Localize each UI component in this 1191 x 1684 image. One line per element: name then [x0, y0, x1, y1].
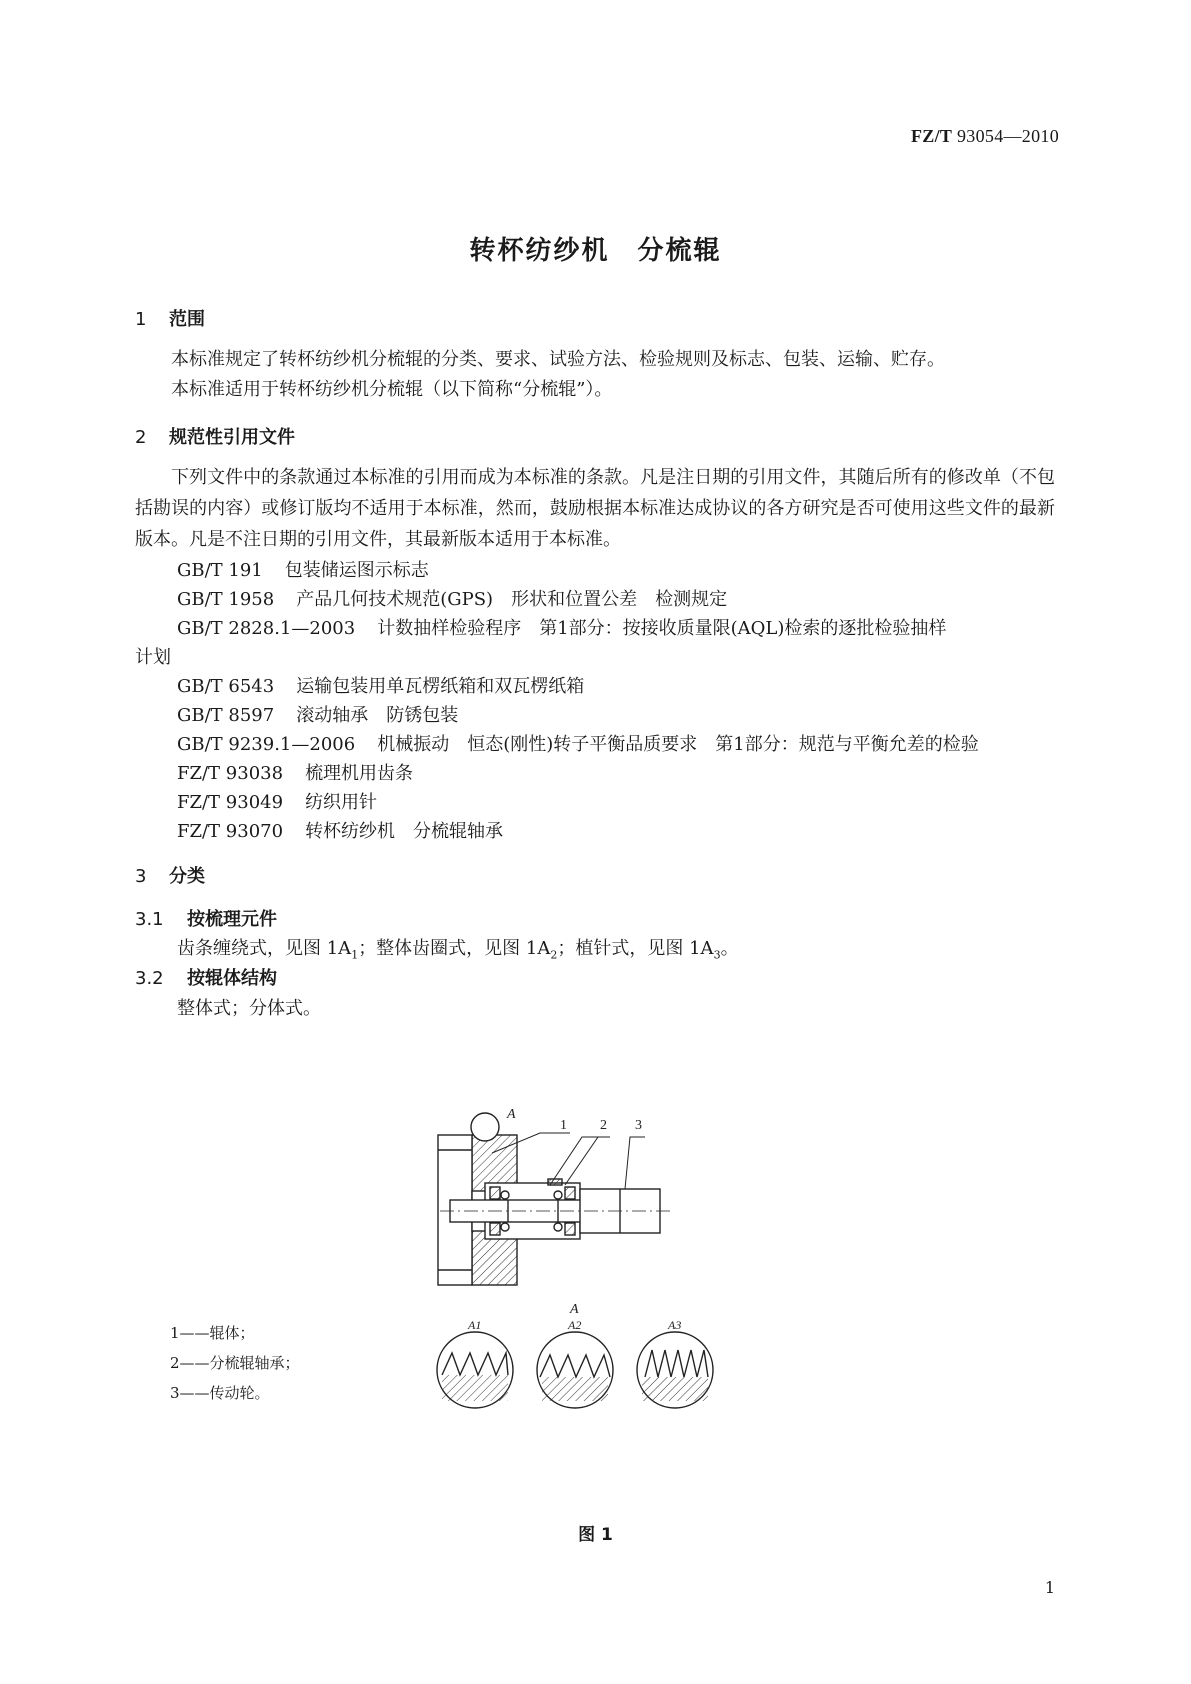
standard-number: FZ/T 93054—2010	[910, 126, 1059, 146]
reference-item: GB/T 8597 滚动轴承 防锈包装	[177, 705, 459, 726]
reference-item: GB/T 191 包装储运图示标志	[177, 560, 429, 581]
svg-text:1: 1	[560, 1118, 567, 1133]
callout-2-leader	[550, 1137, 610, 1185]
svg-text:A2: A2	[568, 1318, 582, 1332]
figure-legend-item: 2——分梳辊轴承；	[170, 1354, 300, 1372]
figure-legend-item: 1——辊体；	[170, 1324, 255, 1342]
section-3-heading: 3 分类	[135, 866, 205, 887]
section-2-intro: 下列文件中的条款通过本标准的引用而成为本标准的条款。凡是注日期的引用文件，其随后所有的修改单（不包括勘误的内容）或修订版均不适用于本标准，然而，鼓励根据本标准达成协议的各方研究是否可使用这些文件的最新版本。凡是不注日期的引用文件，其最新版本适用于本标准。	[135, 467, 1055, 550]
document-title: 转杯纺纱机 分梳辊	[469, 236, 722, 266]
section-3-1-text: 齿条缠绕式，见图 $1A_1$；整体齿圈式，见图 $1A_2$；植针式，见图 $1A_3$。	[177, 938, 739, 962]
reference-item: GB/T 2828.1—2003 计数抽样检验程序 第1部分：按接收质量限(AQL)检索的逐批检验抽样	[177, 618, 947, 639]
section-1-para-2: 本标准适用于转杯纺纱机分梳辊（以下简称“分梳辊”）。	[171, 379, 613, 400]
detail-a-circle	[471, 1113, 499, 1141]
section-3-2-heading: 3.2 按辊体结构	[135, 968, 277, 989]
reference-item: GB/T 9239.1—2006 机械振动 恒态(刚性)转子平衡品质要求 第1部分：规范与平衡允差的检验	[177, 734, 979, 755]
svg-text:A: A	[570, 1302, 579, 1317]
svg-text:A: A	[507, 1107, 516, 1122]
section-2-heading: 2 规范性引用文件	[135, 427, 295, 448]
reference-item: FZ/T 93049 纺织用针	[177, 792, 378, 813]
figure-caption: 图 1	[578, 1525, 613, 1545]
section-1-heading: 1 范围	[135, 309, 205, 330]
page-number: 1	[1044, 1578, 1055, 1597]
section-3-1-heading: 3.1 按梳理元件	[135, 909, 277, 930]
reference-item: FZ/T 93070 转杯纺纱机 分梳辊轴承	[177, 821, 504, 842]
reference-item: FZ/T 93038 梳理机用齿条	[177, 763, 414, 784]
figure-legend-item: 3——传动轮。	[170, 1384, 270, 1402]
svg-text:3: 3	[635, 1118, 642, 1133]
reference-item-continuation: 计划	[135, 647, 171, 668]
svg-text:A3: A3	[668, 1318, 682, 1332]
svg-text:A1: A1	[468, 1318, 482, 1332]
reference-item: GB/T 6543 运输包装用单瓦楞纸箱和双瓦楞纸箱	[177, 676, 585, 697]
callout-3-leader	[625, 1137, 645, 1189]
section-1-para-1: 本标准规定了转杯纺纱机分梳辊的分类、要求、试验方法、检验规则及标志、包装、运输、贮存。	[171, 349, 945, 370]
section-3-2-text: 整体式；分体式。	[177, 998, 321, 1019]
svg-text:2: 2	[600, 1118, 607, 1133]
reference-item: GB/T 1958 产品几何技术规范(GPS) 形状和位置公差 检测规定	[177, 589, 728, 610]
figure-1-drawing	[430, 1105, 780, 1430]
